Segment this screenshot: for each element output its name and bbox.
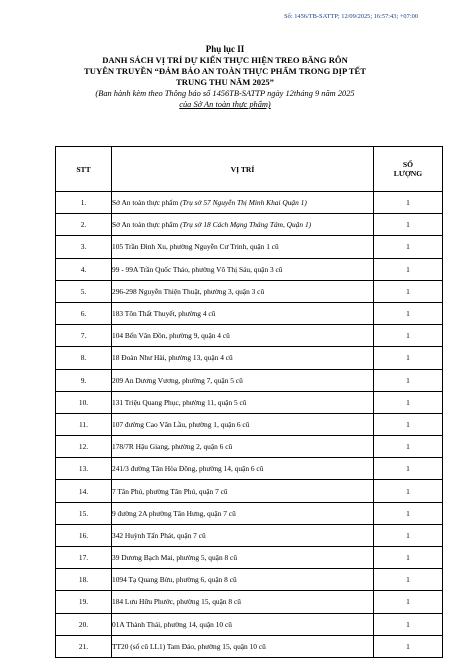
row-stt: 10. [56,391,112,413]
row-location [112,569,374,591]
row-stt: 16. [56,524,112,546]
document-number-stamp: Số: 1456/TB-SATTP; 12/09/2025; 16:57:43; +07:00 [284,13,418,20]
table-row [56,547,443,569]
row-quantity: 1 [374,258,443,280]
row-stt: 4. [56,258,112,280]
table-row [56,347,443,369]
row-quantity: 1 [374,391,443,413]
row-location [112,480,374,502]
title-line-2: TUYÊN TRUYỀN “ĐẢM BẢO AN TOÀN THỰC PHẨM TRONG DỊP TẾT [84,66,366,76]
row-stt: 8. [56,347,112,369]
row-location-text: 7 Tân Phú, phường Tân Phú, quận 7 cũ [112,486,228,496]
table-row [56,236,443,258]
row-quantity: 1 [374,347,443,369]
table-row [56,436,443,458]
row-stt: 13. [56,458,112,480]
row-quantity: 1 [374,236,443,258]
row-location-text: TT20 (số cũ LL1) Tam Đảo, phường 15, quận 10 cũ [112,641,266,651]
table-header-row [56,147,443,192]
row-location-text: 104 Bến Vân Đồn, phường 9, quận 4 cũ [112,331,230,341]
row-stt: 11. [56,413,112,435]
row-quantity: 1 [374,413,443,435]
row-location [112,280,374,302]
row-stt: 14. [56,480,112,502]
table-row [56,413,443,435]
row-quantity: 1 [374,214,443,236]
row-location-note: (Trụ sở 18 Cách Mạng Tháng Tám, Quận 1) [180,220,312,230]
row-quantity: 1 [374,280,443,302]
header-stt: STT [56,147,112,192]
row-location [112,236,374,258]
row-quantity: 1 [374,458,443,480]
table-row [56,280,443,302]
table-row [56,569,443,591]
row-quantity: 1 [374,613,443,635]
row-quantity: 1 [374,302,443,324]
row-location [112,302,374,324]
row-location [112,524,374,546]
row-quantity: 1 [374,480,443,502]
header-quantity [374,147,443,192]
table-row [56,214,443,236]
row-stt: 9. [56,369,112,391]
table-row [56,369,443,391]
row-location [112,635,374,657]
table-row [56,502,443,524]
table-row [56,524,443,546]
row-location-note: (Trụ sở 57 Nguyễn Thị Minh Khai Quận 1) [180,198,307,208]
row-stt: 2. [56,214,112,236]
row-location [112,391,374,413]
row-location-text: 9 đường 2A phường Tân Hưng, quận 7 cũ [112,508,236,518]
row-quantity: 1 [374,524,443,546]
row-location [112,325,374,347]
row-location-text: 184 Lưu Hữu Phước, phường 15, quận 8 cũ [112,597,241,607]
row-quantity: 1 [374,502,443,524]
subtitle-line-2 [0,99,450,110]
row-location-text: Sở An toàn thực phẩm [112,220,179,230]
row-location-text: 107 đường Cao Văn Lầu, phường 1, quận 6 cũ [112,419,250,429]
table-row [56,192,443,214]
row-stt: 6. [56,302,112,324]
row-location-text: 01A Thành Thái, phường 14, quận 10 cũ [112,619,232,629]
row-quantity: 1 [374,547,443,569]
row-location-text: 99 - 99A Trần Quốc Thảo, phường Võ Thị Sáu, quận 3 cũ [112,264,283,274]
row-location-text: 131 Triệu Quang Phục, phường 11, quận 5 cũ [112,397,247,407]
row-stt: 19. [56,591,112,613]
row-location [112,214,374,236]
table-row [56,302,443,324]
row-quantity: 1 [374,192,443,214]
table-row [56,480,443,502]
row-stt: 15. [56,502,112,524]
location-table [55,146,443,658]
table-row [56,325,443,347]
row-location-text: 105 Trần Đình Xu, phường Nguyễn Cư Trinh, quận 1 cũ [112,242,279,252]
table-row [56,591,443,613]
document-header [0,44,450,110]
row-stt: 1. [56,192,112,214]
row-quantity: 1 [374,591,443,613]
row-location [112,413,374,435]
subtitle-line-1: (Ban hành kèm theo Thông báo số 1456TB-SATTP ngày 12tháng 9 năm 2025 [95,89,355,98]
row-location-text: 39 Dương Bạch Mai, phường 5, quận 8 cũ [112,553,238,563]
row-location-text: 241/3 đường Tân Hòa Đông, phường 14, quận 6 cũ [112,464,264,474]
row-location [112,613,374,635]
row-location-text: 183 Tôn Thất Thuyết, phường 4 cũ [112,309,216,319]
subtitle-line-2-text: của Sở An toàn thực phẩm) [179,100,271,109]
row-location-text: 342 Huỳnh Tấn Phát, quận 7 cũ [112,530,206,540]
row-location-text: 178/7R Hậu Giang, phường 2, quận 6 cũ [112,442,233,452]
table-row [56,391,443,413]
row-location [112,502,374,524]
row-location-text: 296-298 Nguyễn Thiện Thuật, phường 3, quận 3 cũ [112,286,265,296]
row-stt: 5. [56,280,112,302]
row-quantity: 1 [374,635,443,657]
row-stt: 7. [56,325,112,347]
row-stt: 12. [56,436,112,458]
table-row [56,458,443,480]
row-location [112,547,374,569]
header-quantity-line-2: LƯỢNG [393,169,423,178]
row-location [112,258,374,280]
row-location [112,436,374,458]
row-location [112,347,374,369]
row-stt: 18. [56,569,112,591]
table-row [56,635,443,657]
row-location-text: Sở An toàn thực phẩm [112,198,179,208]
table-row [56,613,443,635]
row-stt: 17. [56,547,112,569]
header-quantity-line-1: SỐ [402,160,414,169]
appendix-label: Phụ lục II [205,44,245,54]
row-location-text: 209 An Dương Vương, phường 7, quận 5 cũ [112,375,243,385]
row-stt: 20. [56,613,112,635]
row-location [112,192,374,214]
row-quantity: 1 [374,325,443,347]
table-row [56,258,443,280]
row-location [112,369,374,391]
row-location-text: 1094 Tạ Quang Bửu, phường 6, quận 8 cũ [112,575,237,585]
row-quantity: 1 [374,569,443,591]
row-location [112,458,374,480]
row-location-text: 18 Đoàn Như Hài, phường 13, quận 4 cũ [112,353,233,363]
row-quantity: 1 [374,369,443,391]
row-stt: 21. [56,635,112,657]
row-stt: 3. [56,236,112,258]
title-line-3: TRUNG THU NĂM 2025” [176,77,274,87]
row-location [112,591,374,613]
title-line-1: DANH SÁCH VỊ TRÍ DỰ KIẾN THỰC HIỆN TREO BĂNG RÔN [102,55,348,65]
header-location: VỊ TRÍ [112,147,374,192]
row-quantity: 1 [374,436,443,458]
